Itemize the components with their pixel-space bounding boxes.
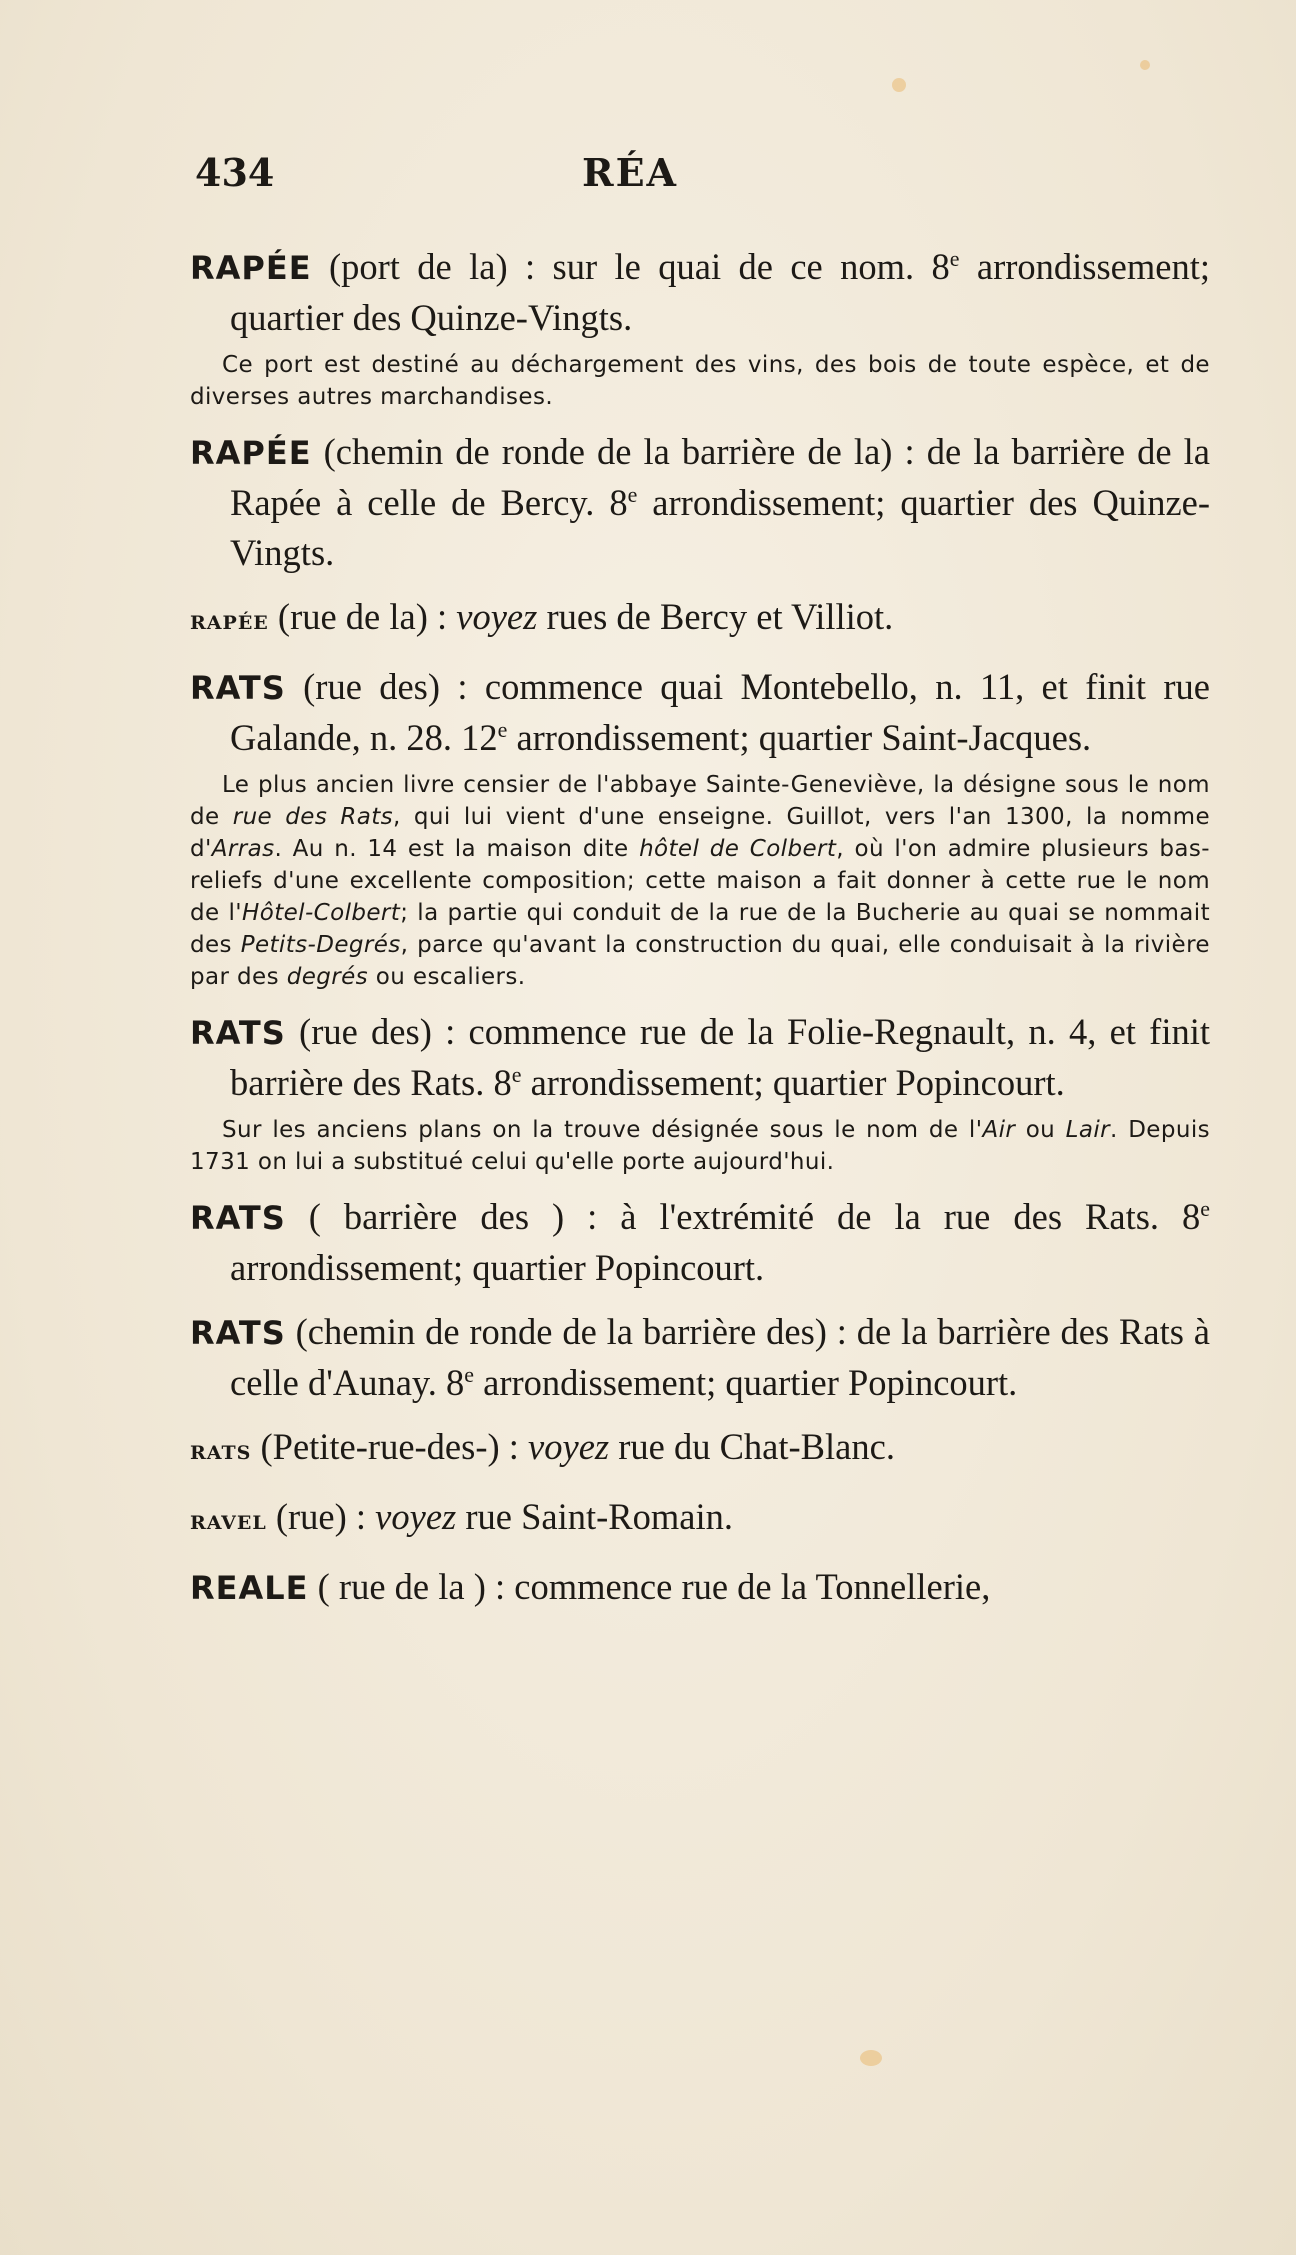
superscript: e — [627, 481, 638, 507]
note-italic: Petits-Degrés — [240, 932, 401, 958]
entry-rats-barriere — [190, 1192, 1210, 1293]
entry-text: (port de la) : sur le quai de ce nom. 8 — [311, 246, 950, 287]
entry-text: rues de Bercy et Villiot. — [537, 596, 894, 637]
paper-stain — [1140, 60, 1150, 70]
headword: RATS — [190, 1314, 286, 1352]
entry-rats-chemin — [190, 1307, 1210, 1408]
note-text: Sur les anciens plans on la trouve désignée sous le nom de l' — [222, 1117, 983, 1143]
headword: RATS — [190, 1442, 252, 1464]
entry-rapee-rue — [190, 592, 1210, 648]
note-text: , parce qu'avant la construction du quai, elle conduisait à la rivière par des — [190, 932, 1210, 990]
entry-text: (Petite-rue-des-) : — [251, 1426, 529, 1467]
entry-italic: voyez — [375, 1496, 457, 1537]
note-text: Le plus ancien livre censier de l'abbaye Sainte-Geneviève, la désigne sous le nom de — [190, 772, 1210, 830]
headword: RATS — [190, 1014, 286, 1052]
note-text: ; la partie qui conduit de la rue de la Bucherie au quai se nommait des — [190, 900, 1210, 958]
entry-text: arrondissement; quartier Popincourt. — [474, 1362, 1018, 1403]
note-text: . Depuis 1731 on lui a substitué celui qu'elle porte aujourd'hui. — [190, 1117, 1211, 1175]
note-text: ou — [1015, 1117, 1066, 1143]
headword: REALE — [190, 1569, 309, 1607]
entry-text: arrondissement; quartier Popincourt. — [230, 1247, 765, 1288]
headword: RAVEL — [190, 1512, 267, 1534]
entry-note — [190, 349, 1210, 413]
entry-italic: voyez — [456, 596, 538, 637]
running-head: RÉA — [581, 150, 679, 195]
entry-text: ( barrière des ) : à l'extrémité de la rue des Rats. 8 — [285, 1196, 1201, 1237]
entry-rats-folie-regnault — [190, 1007, 1210, 1108]
entry-ravel — [190, 1492, 1210, 1548]
note-italic: Arras — [211, 836, 275, 862]
entry-text: (rue des) : commence rue de la Folie-Regnault, n. 4, et finit barrière des Rats. 8 — [230, 1011, 1210, 1103]
entry-text: (chemin de ronde de la barrière de la) : de la barrière de la Rapée à celle de Bercy. 8 — [230, 431, 1210, 523]
entry-text: (rue) : — [266, 1496, 376, 1537]
entry-rats-petite-rue — [190, 1422, 1210, 1478]
note-text: Ce port est destiné au déchargement des vins, des bois de toute espèce, et de diverses autres marchandises. — [190, 352, 1210, 410]
note-text: ou escaliers. — [368, 964, 526, 990]
entry-text: arrondissement; quartier des Quinze-Vingts. — [230, 482, 1210, 573]
note-text: , où l'on admire plusieurs bas-reliefs d'une excellente composition; cette maison a fait donner à cette rue le nom de l' — [190, 836, 1210, 926]
entry-text: arrondissement; quartier Popincourt. — [521, 1062, 1065, 1103]
headword: RATS — [190, 1199, 286, 1237]
entry-note — [190, 1114, 1210, 1178]
entry-text: arrondissement; quartier Saint-Jacques. — [507, 717, 1092, 758]
entry-text: ( rue de la ) : commence rue de la Tonnellerie, — [308, 1566, 991, 1607]
note-text: , qui lui vient d'une enseigne. Guillot, vers l'an 1300, la nomme d' — [190, 804, 1211, 862]
entry-text: (rue des) : commence quai Montebello, n. 11, et finit rue Galande, n. 28. 12 — [230, 666, 1210, 758]
entry-text: rue du Chat-Blanc. — [609, 1426, 895, 1467]
superscript: e — [1200, 1195, 1210, 1221]
headword: RAPÉE — [190, 249, 312, 287]
note-italic: Hôtel-Colbert — [242, 900, 401, 926]
page-header — [195, 150, 1065, 210]
entry-italic: voyez — [528, 1426, 610, 1467]
superscript: e — [511, 1061, 522, 1087]
dictionary-content — [190, 228, 1210, 1613]
entry-rats-montebello — [190, 662, 1210, 763]
headword: RAPÉE — [190, 612, 269, 634]
entry-reale — [190, 1562, 1210, 1613]
note-text: . Au n. 14 est la maison dite — [274, 836, 640, 862]
note-italic: Lair — [1065, 1117, 1110, 1143]
entry-rapee-chemin — [190, 427, 1210, 578]
page-number: 434 — [195, 150, 275, 195]
superscript: e — [464, 1361, 474, 1387]
entry-note — [190, 769, 1210, 993]
superscript: e — [949, 245, 960, 271]
note-italic: hôtel de Colbert — [639, 836, 837, 862]
entry-text: rue Saint-Romain. — [456, 1496, 733, 1537]
superscript: e — [497, 716, 508, 742]
entry-text: (rue de la) : — [268, 596, 457, 637]
entry-text: (chemin de ronde de la barrière des) : de la barrière des Rats à celle d'Aunay. 8 — [230, 1311, 1210, 1403]
headword: RATS — [190, 669, 286, 707]
paper-stain — [892, 78, 906, 92]
entry-text: arrondissement; quartier des Quinze-Vingts. — [230, 246, 1211, 338]
paper-stain — [860, 2050, 882, 2066]
headword: RAPÉE — [190, 434, 312, 472]
note-italic: degrés — [286, 964, 369, 990]
note-italic: rue des Rats — [232, 804, 394, 830]
note-italic: Air — [982, 1117, 1016, 1143]
entry-rapee-port — [190, 242, 1210, 343]
